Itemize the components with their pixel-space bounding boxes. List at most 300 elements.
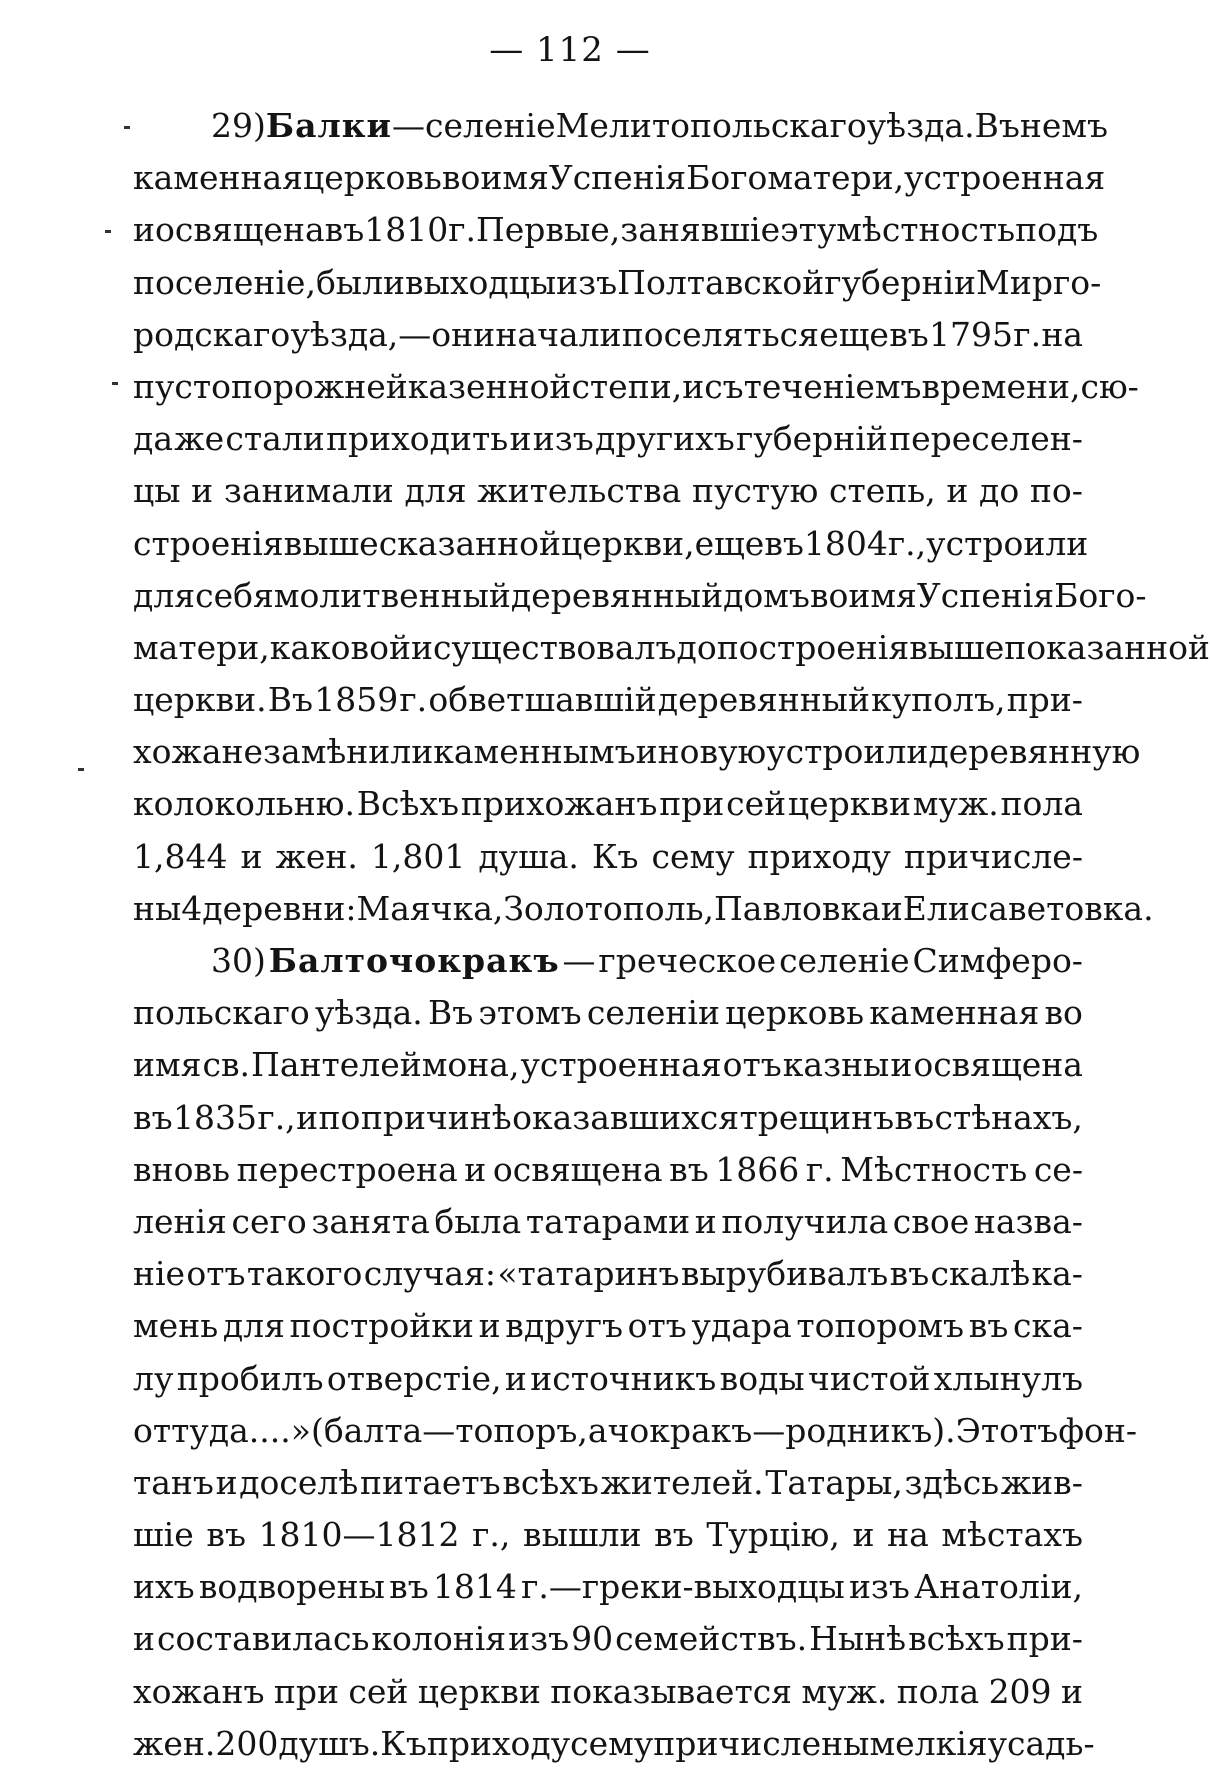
word: трещинъ (739, 1097, 895, 1137)
word: деревянный (510, 575, 724, 615)
word: скалѣ (930, 1254, 1031, 1294)
word: выходцы (405, 262, 557, 302)
text-line (133, 1144, 1083, 1196)
word: «татаринъ (497, 1254, 680, 1294)
word: Въ (974, 106, 1020, 145)
word: замѣнили (263, 732, 434, 772)
word: на (1041, 314, 1083, 354)
word: и (890, 1045, 913, 1085)
word: Успенія (548, 158, 687, 198)
word: себя (195, 575, 274, 615)
word: и (240, 836, 263, 876)
word: и (852, 1515, 875, 1555)
text-line (133, 1248, 1083, 1300)
word: и (410, 627, 433, 667)
text-line (133, 1405, 1138, 1457)
word: освящена (913, 1045, 1083, 1085)
word: хожанъ (133, 1671, 265, 1711)
word: воды (719, 1358, 805, 1398)
text-line (133, 152, 1106, 204)
word: г.—греки-выходцы (521, 1567, 845, 1607)
word: вдругъ (505, 1306, 623, 1346)
word: до (979, 471, 1020, 511)
word: вышепоказанной (909, 627, 1210, 667)
word: пола (1000, 784, 1083, 824)
word: и (296, 1097, 319, 1137)
word: жен. (133, 1723, 216, 1763)
word: изъ (508, 1619, 570, 1659)
word: пустопорожней (133, 366, 408, 406)
word: еще (694, 523, 765, 563)
word: въ (654, 1515, 694, 1555)
word: занимали (223, 471, 394, 511)
word: съ (704, 366, 744, 406)
word: матери, (133, 627, 270, 667)
word: пробилъ (176, 1358, 324, 1398)
word: и (694, 1201, 717, 1241)
word: устроили (766, 732, 929, 772)
word: пола (896, 1671, 980, 1711)
word: ихъ (133, 1567, 195, 1607)
word: губерній (736, 419, 888, 459)
word: получила (721, 1201, 889, 1241)
word: и (133, 210, 155, 250)
text-line (133, 831, 1083, 883)
word: Этотъ (955, 1410, 1059, 1450)
word: приходу (747, 836, 891, 876)
word: г. (805, 1149, 834, 1189)
word: — (562, 941, 596, 980)
word: Татары, (765, 1462, 903, 1502)
word: се- (1033, 1149, 1083, 1189)
word: степь, (828, 471, 936, 511)
word: вышли (523, 1515, 642, 1555)
word: удара (691, 1306, 792, 1346)
word: Анатоліи, (914, 1567, 1083, 1607)
word: на (887, 1515, 929, 1555)
word: и (464, 1149, 487, 1189)
word: и (509, 419, 532, 459)
scan-speck (124, 126, 130, 129)
word: Въ (267, 680, 314, 720)
word: стали (225, 419, 325, 459)
word: показывается (550, 1671, 792, 1711)
word: цы (133, 471, 181, 511)
text-line (133, 1039, 1083, 1091)
word: 1,844 (133, 836, 228, 876)
word: и (133, 1619, 155, 1659)
word: Пантелеймона, (251, 1045, 520, 1085)
word: изъ (556, 262, 618, 302)
word: устроенная (520, 1045, 722, 1085)
word: при- (1006, 1619, 1083, 1659)
word: въ (894, 1097, 935, 1137)
word: въ (206, 1515, 246, 1555)
word: въ (669, 1149, 709, 1189)
word: имя (848, 575, 917, 615)
word: въ (764, 523, 804, 563)
word: уѣзда. (314, 993, 423, 1033)
word: чокракъ—родникъ). (607, 1410, 956, 1450)
word: переселен- (889, 419, 1083, 459)
word: вышесказанной (283, 523, 561, 563)
text-line (133, 1300, 1083, 1352)
word: 1804 (803, 523, 888, 563)
word: сему (651, 836, 735, 876)
word: жительства (477, 471, 682, 511)
word: въ (968, 1306, 1009, 1346)
word: Мѣстность (840, 1149, 1028, 1189)
word: причислены (653, 1723, 870, 1763)
word: Богоматери, (686, 158, 905, 198)
word: сего (231, 1201, 307, 1241)
scan-speck (78, 768, 84, 771)
word: жен. (275, 836, 358, 876)
word: еще (819, 314, 889, 354)
word: 29) (211, 106, 266, 145)
word: строенія (133, 523, 284, 563)
word: и (1060, 1671, 1083, 1711)
word: деревянную (928, 732, 1141, 772)
text-line (133, 1613, 1083, 1665)
text-line (133, 883, 1154, 935)
word: лу (133, 1358, 174, 1398)
word: Первые, (475, 210, 621, 250)
word: церкви. (133, 680, 267, 720)
word: чистой (808, 1358, 931, 1398)
word: 1866 (715, 1149, 800, 1189)
word: казенной (407, 366, 572, 406)
text-line (133, 1353, 1083, 1405)
word: питаетъ (359, 1462, 501, 1502)
word: Павловка (714, 888, 881, 928)
text-line (133, 1718, 1095, 1770)
text-line (133, 1561, 1083, 1613)
word: жив- (1000, 1462, 1083, 1502)
word: уѣзда. (866, 106, 975, 145)
word: начали (495, 314, 622, 354)
word: 200 (215, 1723, 279, 1763)
word: церковь (725, 993, 865, 1033)
word: г. (448, 210, 476, 250)
word: и (191, 471, 214, 511)
word: освящена (492, 1149, 663, 1189)
word: были (315, 262, 406, 302)
word: г., (257, 1097, 296, 1137)
word: родскаго (133, 314, 291, 354)
word: другихъ (595, 419, 735, 459)
word: оттуда....» (133, 1410, 311, 1450)
word: а (587, 1410, 608, 1450)
word: въ (324, 210, 365, 250)
word: стѣнахъ, (934, 1097, 1083, 1137)
word: этомъ (478, 993, 582, 1033)
word: мѣстахъ (941, 1515, 1083, 1555)
word: Мелитопольскаго (555, 106, 867, 145)
word: всѣхъ (502, 1462, 599, 1502)
word: для (222, 1306, 285, 1346)
word: поселяться (621, 314, 819, 354)
word: при (659, 784, 725, 824)
word: душъ. (278, 1723, 381, 1763)
word: 1814 (432, 1567, 517, 1607)
word: Золотополь, (503, 888, 715, 928)
word: 1795 (929, 314, 1014, 354)
word: Турцію, (706, 1515, 840, 1555)
word: г., (472, 1515, 511, 1555)
word: ніе (133, 1254, 186, 1294)
word: имя (133, 1045, 202, 1085)
word: г. (399, 680, 428, 720)
word: сему (570, 1723, 654, 1763)
scan-speck (105, 230, 111, 233)
word: домъ (723, 575, 810, 615)
word: сю- (1080, 366, 1139, 406)
word: мѣстность (836, 210, 1016, 250)
word: во (1044, 993, 1083, 1033)
text-line (133, 204, 1099, 256)
word: въ (889, 314, 929, 354)
word: г., (887, 523, 927, 563)
word: деревни: (202, 888, 357, 928)
word: пустую (692, 471, 819, 511)
word: мелкія (869, 1723, 988, 1763)
word: Мирго- (976, 262, 1102, 302)
word: Всѣхъ (356, 784, 459, 824)
text-line (133, 1666, 1083, 1718)
text-line (133, 309, 1083, 361)
word: губерніи (824, 262, 977, 302)
word: 209 (988, 1671, 1052, 1711)
word: и (215, 1462, 238, 1502)
word: построенія (716, 627, 910, 667)
text-line (133, 413, 1083, 465)
word: татарами (525, 1201, 691, 1241)
word: Маячка, (356, 888, 504, 928)
word: Нынѣ (809, 1619, 907, 1659)
word: 30) (211, 941, 266, 980)
word: и (946, 471, 969, 511)
word: Къ (380, 1723, 427, 1763)
text-line (133, 361, 1139, 413)
word: источникъ (530, 1358, 717, 1398)
word: водворены (198, 1567, 385, 1607)
word: была (434, 1201, 522, 1241)
word: Симферо- (912, 941, 1083, 980)
word: прихожанъ (460, 784, 658, 824)
word: церкви (417, 1671, 541, 1711)
word: колонія (371, 1619, 507, 1659)
word: для (133, 575, 196, 615)
word: подъ (1015, 210, 1099, 250)
word: всѣхъ (908, 1619, 1005, 1659)
word: колокольню. (133, 784, 355, 824)
word: устроенная (904, 158, 1106, 198)
word: греческое (598, 941, 777, 980)
word: каменная (869, 993, 1040, 1033)
word: же (174, 419, 225, 459)
word: Бого- (1054, 575, 1147, 615)
word: мень (133, 1306, 219, 1346)
word: назва- (973, 1201, 1083, 1241)
word: отъ (722, 1045, 782, 1085)
word: ка- (1031, 1254, 1083, 1294)
word: 1,801 (370, 836, 466, 876)
word: Елисаветовка. (902, 888, 1154, 928)
word: отъ (186, 1254, 246, 1294)
word: каменнымъ (433, 732, 636, 772)
word: занявшіе (620, 210, 781, 250)
text-line (133, 622, 1210, 674)
word: хожане (133, 732, 264, 772)
word: поселеніе, (133, 262, 316, 302)
word: во (809, 575, 849, 615)
word: (балта—топоръ, (310, 1410, 588, 1450)
word: 4 (181, 888, 203, 928)
word: — (392, 106, 426, 145)
word: и (682, 366, 705, 406)
body-text (133, 100, 1210, 1770)
word: усадь- (987, 1723, 1095, 1763)
word: шіе (133, 1515, 194, 1555)
word: куполъ, (871, 680, 1006, 720)
text-line (133, 570, 1147, 622)
word: св. (202, 1045, 251, 1085)
text-line (133, 1457, 1083, 1509)
word: уѣзда,—они (290, 314, 496, 354)
word: муж. (912, 784, 999, 824)
word: освящена (155, 210, 325, 250)
word: сей (348, 1671, 409, 1711)
word: деревянный (657, 680, 870, 720)
word: молитвенный (273, 575, 511, 615)
word: польскаго (133, 993, 310, 1033)
word: занята (311, 1201, 430, 1241)
word: г. (1013, 314, 1042, 354)
word: изъ (532, 419, 594, 459)
word: фон- (1058, 1410, 1138, 1450)
text-line (133, 987, 1083, 1039)
word: времени, (921, 366, 1081, 406)
word: новую (657, 732, 767, 772)
word: церкви (787, 784, 911, 824)
word: оказавшихся (512, 1097, 740, 1137)
word: отъ (627, 1306, 687, 1346)
word: ны (133, 888, 182, 928)
word: и (504, 1358, 527, 1398)
word: 90 (571, 1619, 614, 1659)
text-line (133, 1196, 1083, 1248)
word: устроили (926, 523, 1089, 563)
word: ска- (1013, 1306, 1083, 1346)
word: такого (246, 1254, 363, 1294)
word: постройки (289, 1306, 474, 1346)
word: Успенія (916, 575, 1055, 615)
word: обветшавшій (428, 680, 657, 720)
word: въ (389, 1567, 429, 1607)
text-line (133, 1509, 1083, 1561)
word: по- (1029, 471, 1083, 511)
word: топоромъ (796, 1306, 965, 1346)
word: доселѣ (239, 1462, 359, 1502)
word: 1810—1812 (258, 1515, 460, 1555)
word: каковой (269, 627, 411, 667)
text-line (133, 518, 1089, 570)
word: да (133, 419, 173, 459)
word: въ (133, 1097, 173, 1137)
word: составилась (157, 1619, 370, 1659)
entry-heading: Балки (265, 106, 393, 145)
word: свое (892, 1201, 970, 1241)
word: селеніи (586, 993, 720, 1033)
page-number: — 112 — (489, 30, 651, 70)
text-line (133, 726, 1141, 778)
word: муж. (801, 1671, 888, 1711)
word: причинѣ (360, 1097, 512, 1137)
word: сей (726, 784, 787, 824)
word: причисле- (903, 836, 1083, 876)
word: эту (780, 210, 837, 250)
text-line (133, 674, 1083, 726)
word: до (676, 627, 717, 667)
paragraph-first-line (133, 100, 1109, 152)
word: селеніе (425, 106, 556, 145)
word: вновь (133, 1149, 230, 1189)
word: при- (1006, 680, 1083, 720)
paragraph-first-line (133, 935, 1083, 987)
word: для (404, 471, 467, 511)
word: Въ (427, 993, 474, 1033)
word: немъ (1019, 106, 1109, 145)
word: танъ (133, 1462, 214, 1502)
word: казны (782, 1045, 890, 1085)
word: Къ (591, 836, 639, 876)
word: хлынулъ (933, 1358, 1083, 1398)
word: приходу (426, 1723, 571, 1763)
entry-heading: Балточокракъ (268, 941, 560, 980)
word: церкви, (561, 523, 695, 563)
word: семействъ. (615, 1619, 808, 1659)
word: перестроена (236, 1149, 458, 1189)
word: приходить (326, 419, 509, 459)
text-line (133, 465, 1083, 517)
word: 1810 (364, 210, 449, 250)
word: душа. (478, 836, 579, 876)
word: въ (889, 1254, 930, 1294)
text-line (133, 257, 1102, 309)
word: при (273, 1671, 340, 1711)
word: имя (480, 158, 549, 198)
word: случая: (363, 1254, 497, 1294)
word: степи, (571, 366, 683, 406)
word: во (441, 158, 481, 198)
word: ленія (133, 1201, 227, 1241)
text-line (133, 778, 1083, 830)
word: и (880, 888, 903, 928)
word: теченіемъ (743, 366, 922, 406)
word: по (318, 1097, 361, 1137)
word: жителей. (600, 1462, 764, 1502)
word: изъ (848, 1567, 910, 1607)
word: Полтавской (617, 262, 825, 302)
word: и (478, 1306, 501, 1346)
scan-speck (112, 382, 118, 385)
word: 1859 (314, 680, 399, 720)
word: церковь (302, 158, 442, 198)
word: 1835 (173, 1097, 257, 1137)
word: отверстіе, (326, 1358, 502, 1398)
word: существовалъ (432, 627, 677, 667)
